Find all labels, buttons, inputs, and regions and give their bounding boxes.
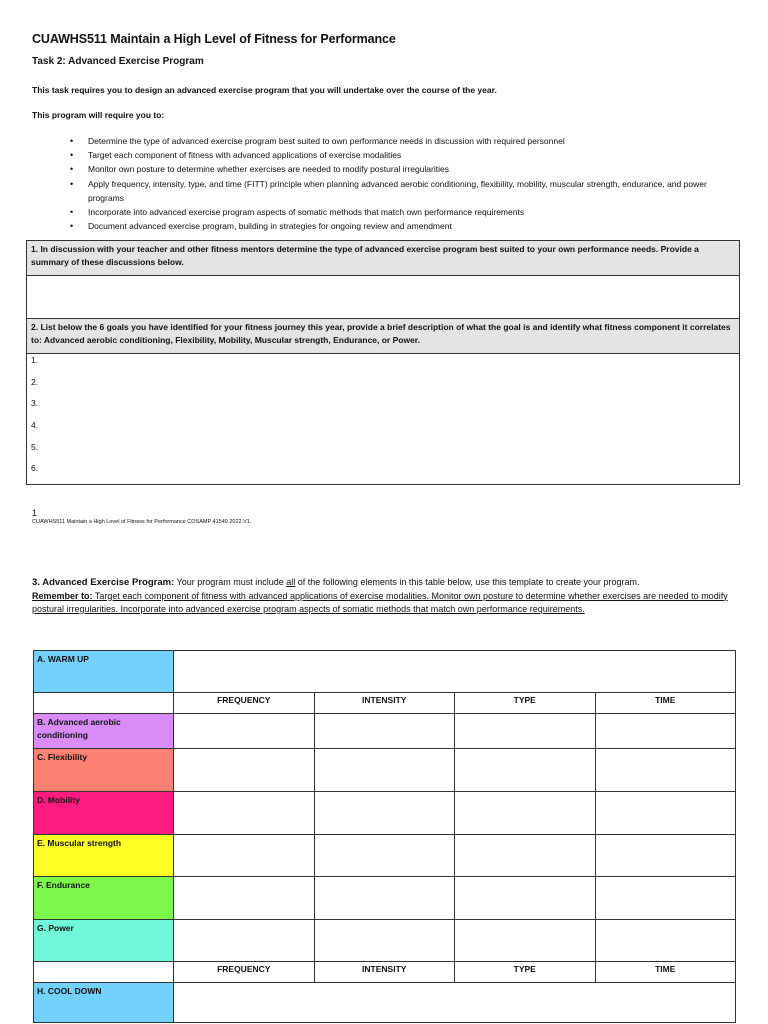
goal-line: 2.	[31, 376, 39, 387]
instruction-emphasis: all	[286, 577, 296, 587]
intro-requirements: This program will require you to:	[32, 110, 165, 120]
header-blank-cell	[34, 693, 174, 714]
warm-up-label: A. WARM UP	[34, 651, 174, 693]
instruction-text: of the following elements in this table below, use this template to create your program.	[295, 577, 640, 587]
table-cell[interactable]	[455, 792, 596, 835]
table-cell[interactable]	[174, 792, 315, 835]
row-label-flexibility: C. Flexibility	[34, 749, 174, 792]
list-item: • Incorporate into advanced exercise program aspects of somatic methods that match own performance requirements	[68, 205, 733, 219]
table-cell[interactable]	[174, 920, 315, 962]
warm-up-field[interactable]	[174, 651, 736, 693]
footer-text: CUAWHS511 Maintain a High Level of Fitness for Performance COSAMP 41549 2022.V1.	[32, 519, 252, 525]
row-label-strength: E. Muscular strength	[34, 835, 174, 877]
table-cell[interactable]	[595, 920, 736, 962]
table-cell[interactable]	[455, 920, 596, 962]
goal-line: 6.	[31, 463, 39, 474]
goal-line: 5.	[31, 441, 39, 452]
row-label-aerobic: B. Advanced aerobic conditioning	[34, 714, 174, 749]
question-1: 1. In discussion with your teacher and other fitness mentors determine the type of advanced exercise program best suited to your own performance needs. Provide a summary of these discussions below.	[27, 241, 740, 276]
table-cell[interactable]	[595, 835, 736, 877]
list-item: • Apply frequency, intensity, type, and time (FITT) principle when planning advanced aerobic conditioning, flexibility, mobility, muscular strength, endurance, and power programs	[68, 177, 733, 205]
table-cell[interactable]	[314, 714, 455, 749]
program-instructions	[32, 576, 737, 617]
instruction-text: Your program must include	[174, 577, 287, 587]
table-cell[interactable]	[595, 714, 736, 749]
remember-label: Remember to:	[32, 590, 93, 601]
table-cell[interactable]	[455, 749, 596, 792]
col-time: TIME	[595, 693, 736, 714]
program-heading: 3. Advanced Exercise Program:	[32, 577, 175, 588]
page-number: 1	[32, 508, 38, 518]
goal-line: 4.	[31, 420, 39, 431]
table-cell[interactable]	[595, 792, 736, 835]
table-cell[interactable]	[455, 714, 596, 749]
table-cell[interactable]	[174, 714, 315, 749]
table-cell[interactable]	[595, 877, 736, 920]
list-item: • Determine the type of advanced exercise program best suited to own performance needs in discussion with required personnel	[68, 134, 733, 148]
row-label-mobility: D. Mobility	[34, 792, 174, 835]
program-table	[33, 650, 736, 1023]
col-type: TYPE	[455, 693, 596, 714]
list-item: • Target each component of fitness with advanced applications of exercise modalities	[68, 148, 733, 162]
answer-1-field[interactable]	[27, 276, 740, 319]
remember-text: Target each component of fitness with advanced applications of exercise modalities. Monitor own posture to determine whether exercises are needed to modify postural irregularities. Incorporate into advanced exercise program aspects of somatic methods that match own performance requirements.	[32, 590, 728, 614]
cool-down-label: H. COOL DOWN	[34, 983, 174, 1023]
goal-line: 3.	[31, 398, 39, 409]
row-label-power: G. Power	[34, 920, 174, 962]
col-time: TIME	[595, 962, 736, 983]
table-cell[interactable]	[314, 877, 455, 920]
requirements-list	[68, 134, 733, 233]
col-frequency: FREQUENCY	[174, 693, 315, 714]
goal-line: 1.	[31, 355, 39, 365]
table-cell[interactable]	[314, 835, 455, 877]
header-blank-cell	[34, 962, 174, 983]
list-item: • Document advanced exercise program, building in strategies for ongoing review and amendment	[68, 219, 733, 233]
list-item: • Monitor own posture to determine whether exercises are needed to modify postural irregularities	[68, 162, 733, 176]
question-2: 2. List below the 6 goals you have identified for your fitness journey this year, provide a brief description of what the goal is and identify what fitness component it correlates to: Advanced aerobic conditioning, Flexibility, Mobility, Muscular strength, Endurance, or Power.	[27, 319, 740, 354]
task-heading: Task 2: Advanced Exercise Program	[32, 56, 204, 67]
table-cell[interactable]	[314, 920, 455, 962]
col-type: TYPE	[455, 962, 596, 983]
table-cell[interactable]	[455, 835, 596, 877]
table-cell[interactable]	[174, 835, 315, 877]
table-cell[interactable]	[314, 749, 455, 792]
row-label-endurance: F. Endurance	[34, 877, 174, 920]
col-intensity: INTENSITY	[314, 962, 455, 983]
table-cell[interactable]	[595, 749, 736, 792]
col-frequency: FREQUENCY	[174, 962, 315, 983]
cool-down-field[interactable]	[174, 983, 736, 1023]
table-cell[interactable]	[174, 749, 315, 792]
questions-table	[26, 240, 740, 485]
table-cell[interactable]	[174, 877, 315, 920]
col-intensity: INTENSITY	[314, 693, 455, 714]
intro-text: This task requires you to design an advanced exercise program that you will undertake over the course of the year.	[32, 85, 497, 95]
goals-field[interactable]	[27, 354, 740, 485]
table-cell[interactable]	[314, 792, 455, 835]
page-title: CUAWHS511 Maintain a High Level of Fitness for Performance	[32, 32, 396, 46]
table-cell[interactable]	[455, 877, 596, 920]
